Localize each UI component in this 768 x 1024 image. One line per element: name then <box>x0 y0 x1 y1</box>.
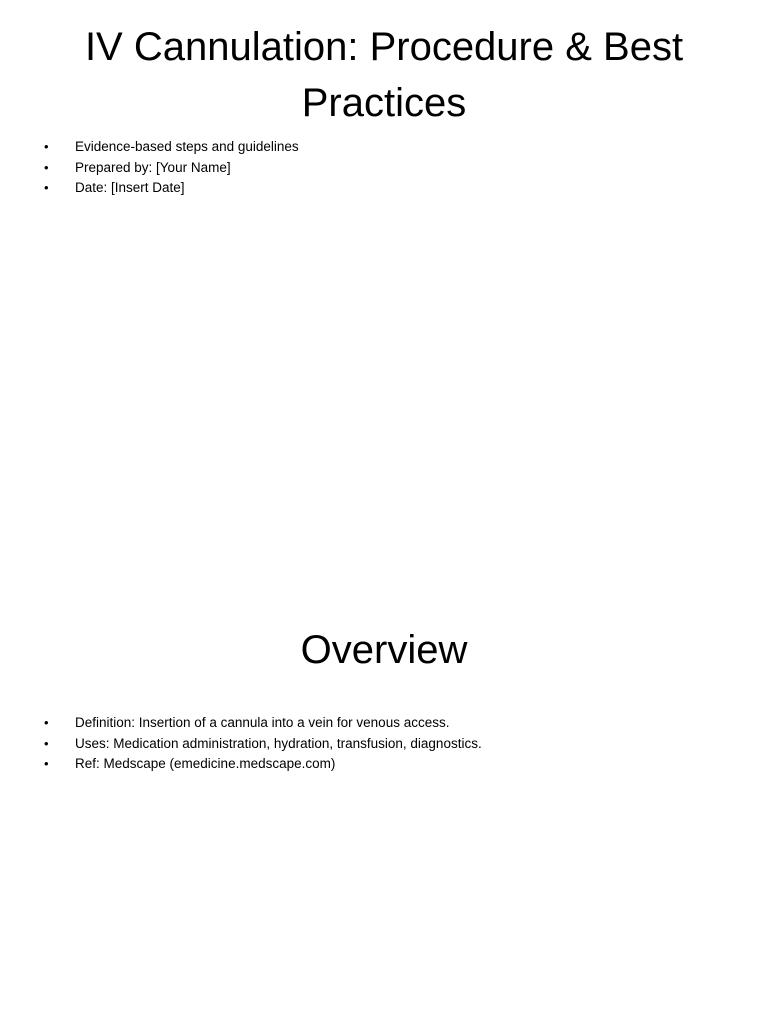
bullet-text: Ref: Medscape (emedicine.medscape.com) <box>75 756 336 772</box>
list-item <box>44 137 724 158</box>
list-item <box>44 754 724 775</box>
list-item <box>44 178 724 199</box>
bullet-text: Uses: Medication administration, hydration, transfusion, diagnostics. <box>75 735 482 751</box>
bullet-list <box>44 713 724 775</box>
bullet-text: Definition: Insertion of a cannula into a vein for venous access. <box>75 715 450 730</box>
bullet-icon: • <box>44 139 49 154</box>
slide-title: IV Cannulation: Procedure & Best Practices <box>84 25 684 125</box>
bullet-icon: • <box>44 180 49 196</box>
bullet-text: Prepared by: [Your Name] <box>75 159 231 175</box>
bullet-list <box>44 137 724 199</box>
bullet-icon: • <box>44 756 49 772</box>
bullet-icon: • <box>44 715 49 730</box>
slide-title: Overview <box>300 628 468 672</box>
bullet-icon: • <box>44 735 49 751</box>
bullet-icon: • <box>44 159 49 175</box>
slide-overview <box>0 600 768 1024</box>
list-item <box>44 734 724 755</box>
bullet-text: Date: [Insert Date] <box>75 180 185 196</box>
list-item <box>44 713 724 734</box>
list-item <box>44 158 724 179</box>
bullet-text: Evidence-based steps and guidelines <box>75 139 299 154</box>
